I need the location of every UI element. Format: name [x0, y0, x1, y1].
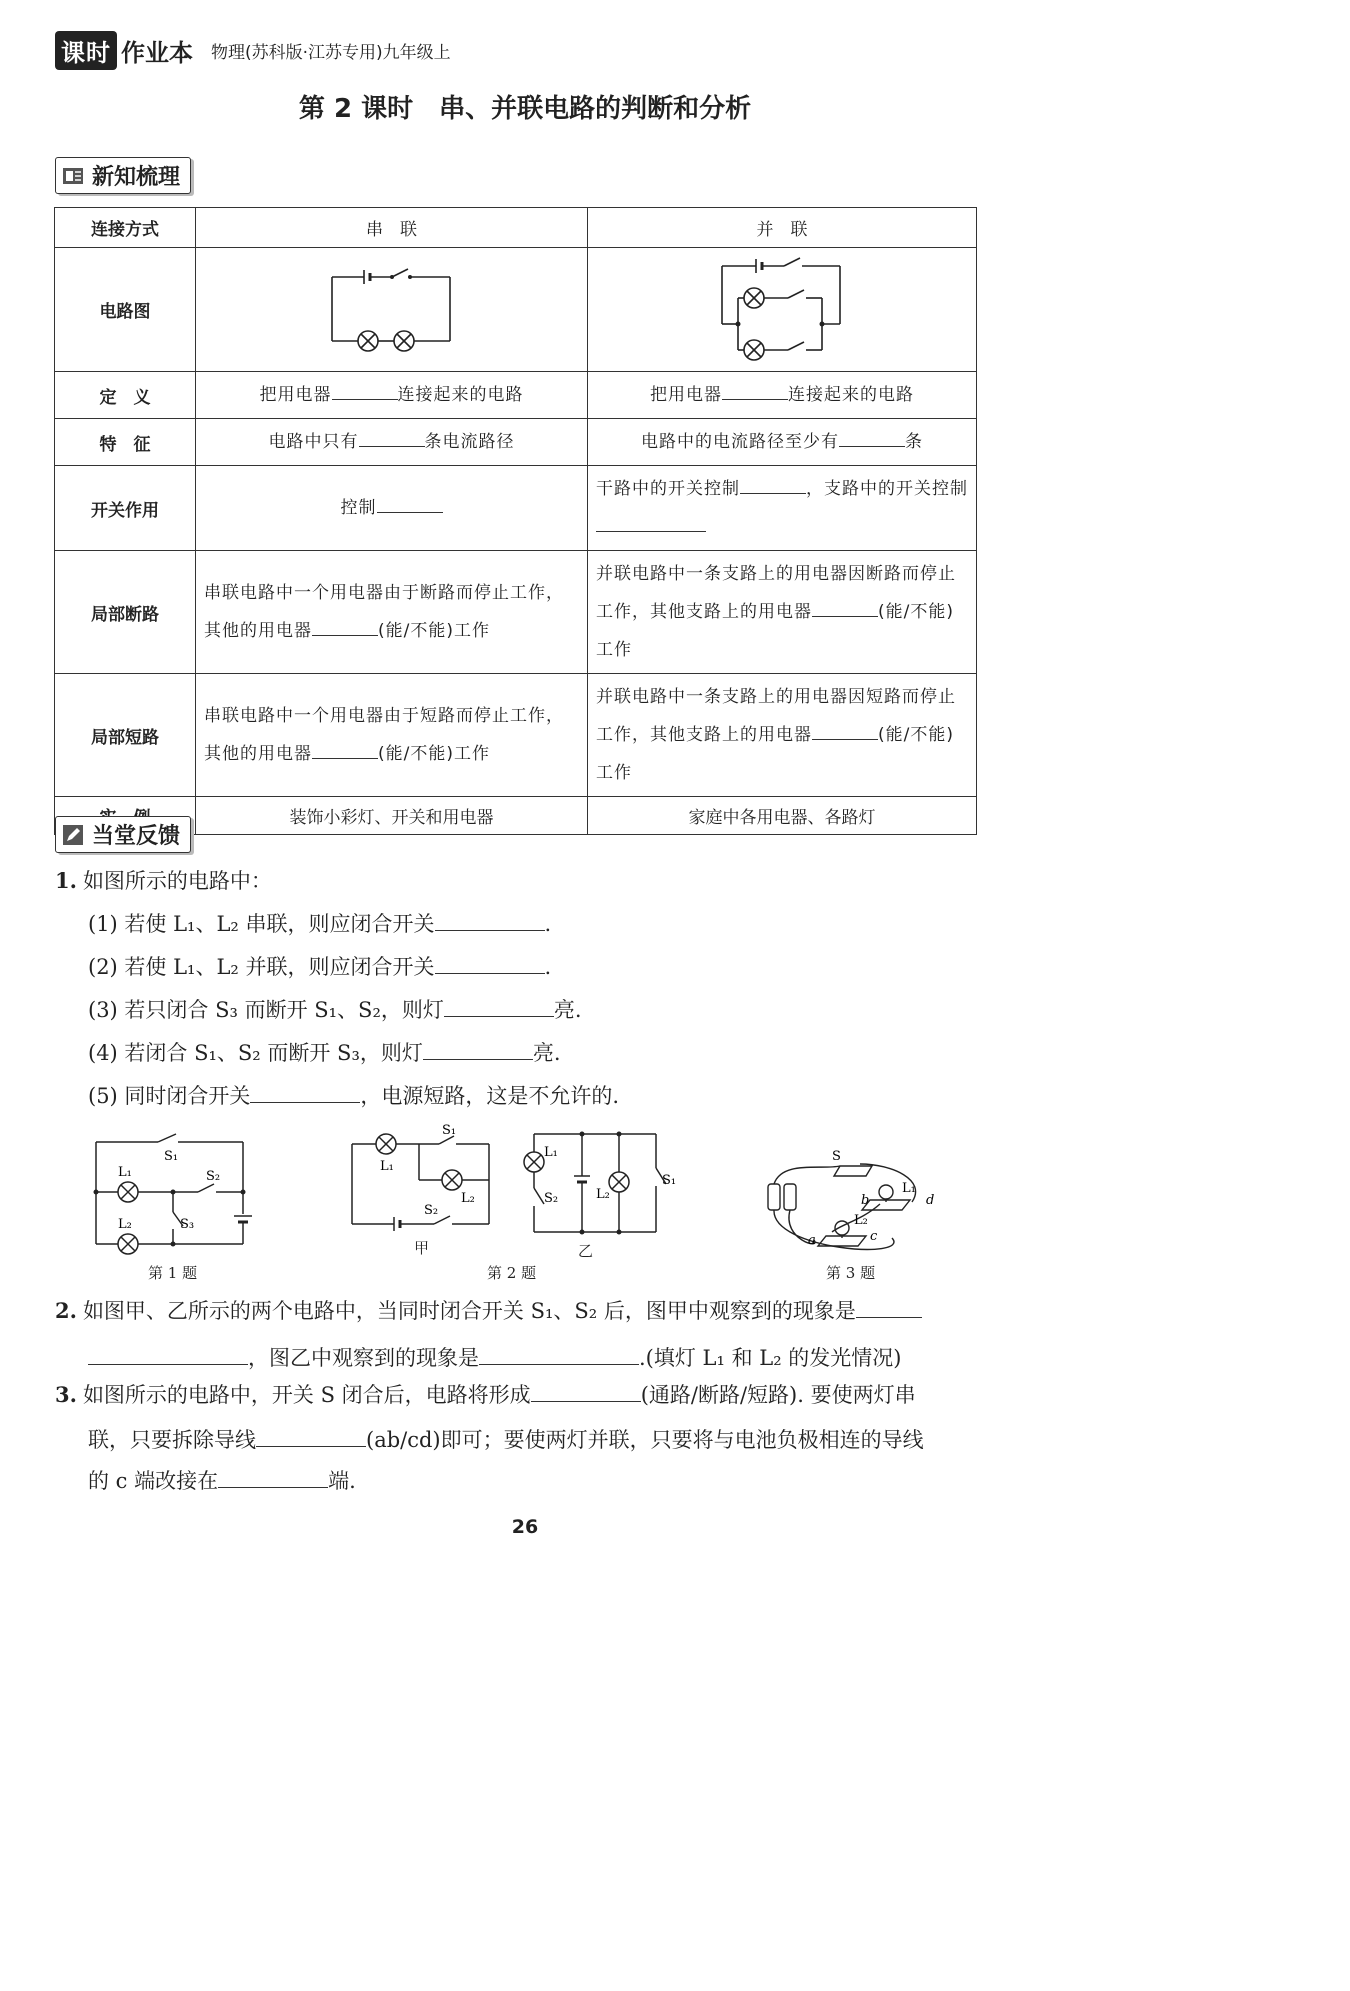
label-S1: S₁ [442, 1123, 457, 1138]
parallel-switch-role [588, 466, 977, 551]
question-1-stem [55, 860, 272, 902]
question-1-item-1 [88, 908, 551, 938]
answer-blank[interactable] [359, 428, 425, 447]
answer-blank[interactable] [740, 475, 806, 494]
text: 把用电器 [650, 385, 722, 405]
text: 电路中只有 [268, 432, 359, 452]
label-S2: S₂ [206, 1169, 221, 1184]
answer-blank[interactable] [444, 998, 554, 1017]
series-circuit-svg [322, 257, 462, 357]
question-number: 2. [55, 1298, 77, 1323]
lesson-title: 第 2 课时 串、并联电路的判断和分析 [298, 94, 752, 124]
text: 如图所示的电路中： [82, 869, 272, 893]
text: (能/不能)工作 [378, 621, 490, 641]
pencil-icon [62, 824, 84, 846]
label-a: a [808, 1233, 816, 1248]
text: 条电流路径 [424, 432, 515, 452]
text: .(填灯 L₁ 和 L₂ 的发光情况) [639, 1346, 902, 1370]
text: 干路中的开关控制 [596, 479, 740, 499]
row-label-open-circuit: 局部断路 [55, 551, 196, 674]
text: 串联电路中一个用电器由于短路而停止工作，其他的用电器 [204, 706, 564, 764]
text: ，支路中的开关控制 [806, 479, 968, 499]
section-tag-new-knowledge [55, 157, 191, 194]
parallel-feature [588, 419, 977, 466]
section-tag-feedback [55, 816, 191, 853]
answer-blank[interactable] [332, 381, 398, 400]
book-icon [62, 165, 84, 187]
page-number: 26 [511, 1516, 539, 1538]
label-c: c [870, 1229, 878, 1244]
text: 如图甲、乙所示的两个电路中，当同时闭合开关 S₁、S₂ 后，图甲中观察到的现象是 [82, 1299, 856, 1323]
answer-blank[interactable] [479, 1346, 639, 1365]
text: 条 [905, 432, 923, 452]
answer-blank[interactable] [312, 617, 378, 636]
question-2-line-2 [88, 1342, 902, 1372]
text: 亮. [532, 1041, 561, 1065]
question-3-line-2 [88, 1424, 924, 1454]
figure-3-physical-circuit [762, 1140, 942, 1258]
text: ，图乙中观察到的现象是 [248, 1346, 479, 1370]
parallel-short-circuit [588, 674, 977, 797]
text: 控制 [340, 498, 377, 518]
row-label-diagram: 电路图 [55, 248, 196, 372]
answer-blank[interactable] [423, 1041, 533, 1060]
answer-blank[interactable] [218, 1469, 328, 1488]
text: 联，只要拆除导线 [88, 1428, 256, 1452]
question-number: 3. [55, 1382, 77, 1407]
answer-blank[interactable] [256, 1428, 366, 1447]
text: 连接起来的电路 [788, 385, 914, 405]
comparison-table [54, 207, 977, 835]
answer-blank[interactable] [88, 1346, 248, 1365]
text: 把用电器 [259, 385, 332, 405]
label-S1: S₁ [164, 1149, 179, 1164]
text: 并联电路中一条支路上的用电器因断路而停止工作，其他支路上的用电器 [596, 564, 956, 622]
series-feature [196, 419, 588, 466]
answer-blank[interactable] [312, 740, 378, 759]
label-S1: S₁ [662, 1173, 677, 1188]
text: 电路中的电流路径至少有 [641, 432, 839, 452]
parallel-circuit-diagram [588, 248, 977, 372]
label-L1: L₁ [118, 1165, 132, 1180]
question-3-line-3 [88, 1465, 356, 1495]
section-tag-label: 新知梳理 [92, 165, 181, 190]
parallel-example: 家庭中各用电器、各路灯 [588, 797, 977, 835]
section-tag-label: 当堂反馈 [92, 824, 181, 849]
question-number: 1. [55, 868, 77, 893]
row-label-short-circuit: 局部短路 [55, 674, 196, 797]
text: 的 c 端改接在 [88, 1469, 219, 1493]
label-S2: S₂ [424, 1203, 439, 1218]
label-L2: L₂ [854, 1213, 868, 1228]
text: (能/不能)工作 [378, 744, 490, 764]
answer-blank[interactable] [856, 1299, 922, 1318]
question-2-line-1 [55, 1290, 922, 1332]
table-header-series: 串 联 [196, 208, 588, 248]
label-S2: S₂ [544, 1191, 559, 1206]
row-label-definition: 定 义 [55, 372, 196, 419]
text: 连接起来的电路 [397, 385, 524, 405]
figure-1-caption: 第 1 题 [148, 1264, 198, 1282]
answer-blank[interactable] [531, 1383, 641, 1402]
series-example: 装饰小彩灯、开关和用电器 [196, 797, 588, 835]
figure-1-circuit [88, 1132, 258, 1257]
text: ，电源短路，这是不允许的. [360, 1084, 620, 1108]
label-L1: L₁ [902, 1181, 916, 1196]
label-L1: L₁ [380, 1159, 394, 1174]
brand-logo: 课时 [55, 31, 117, 70]
text: (3) 若只闭合 S₃ 而断开 S₁、S₂，则灯 [88, 998, 444, 1022]
text: 亮. [553, 998, 582, 1022]
figure-3-caption: 第 3 题 [826, 1264, 876, 1282]
parallel-open-circuit [588, 551, 977, 674]
page-header [55, 30, 451, 70]
parallel-definition [588, 372, 977, 419]
label-S: S [832, 1149, 841, 1164]
question-1-item-5 [88, 1080, 619, 1110]
figure-2-circuit-yi [516, 1128, 677, 1240]
answer-blank[interactable] [812, 598, 878, 617]
text: (1) 若使 L₁、L₂ 串联，则应闭合开关 [88, 912, 435, 936]
row-label-feature: 特 征 [55, 419, 196, 466]
figure-2-label-yi: 乙 [578, 1242, 594, 1260]
answer-blank[interactable] [250, 1084, 360, 1103]
answer-blank[interactable] [596, 513, 706, 532]
label-S3: S₃ [180, 1217, 195, 1232]
label-L2: L₂ [461, 1191, 475, 1206]
label-L1: L₁ [544, 1145, 558, 1160]
brand-title: 作业本 [121, 38, 193, 67]
question-3-line-1 [55, 1374, 916, 1416]
answer-blank[interactable] [435, 955, 545, 974]
label-L2: L₂ [596, 1187, 610, 1202]
label-L2: L₂ [118, 1217, 132, 1232]
series-circuit-diagram [196, 248, 588, 372]
text: 并联电路中一条支路上的用电器因短路而停止工作，其他支路上的用电器 [596, 687, 956, 745]
answer-blank[interactable] [435, 912, 545, 931]
figure-2-circuit-jia [344, 1122, 494, 1234]
text: (5) 同时闭合开关 [88, 1084, 251, 1108]
text: (能/不能)工作 [596, 725, 954, 783]
text: (能/不能)工作 [596, 602, 954, 660]
question-1-item-4 [88, 1037, 561, 1067]
text: (通路/断路/短路). 要使两灯串 [640, 1383, 916, 1407]
series-definition [196, 372, 588, 419]
answer-blank[interactable] [377, 494, 443, 513]
series-open-circuit [196, 551, 588, 674]
text: (2) 若使 L₁、L₂ 并联，则应闭合开关 [88, 955, 435, 979]
label-d: d [926, 1193, 935, 1208]
text: 串联电路中一个用电器由于断路而停止工作，其他的用电器 [204, 583, 564, 641]
answer-blank[interactable] [722, 381, 788, 400]
question-1-item-2 [88, 951, 551, 981]
answer-blank[interactable] [839, 428, 905, 447]
question-1-item-3 [88, 994, 582, 1024]
label-b: b [861, 1193, 870, 1208]
table-header-label: 连接方式 [55, 208, 196, 248]
text: . [544, 912, 552, 936]
parallel-circuit-svg [712, 254, 852, 360]
subject-label: 物理(苏科版·江苏专用)九年级上 [211, 42, 451, 63]
series-switch-role [196, 466, 588, 551]
answer-blank[interactable] [812, 721, 878, 740]
series-short-circuit [196, 674, 588, 797]
text: (ab/cd)即可；要使两灯并联，只要将与电池负极相连的导线 [366, 1428, 924, 1452]
text: (4) 若闭合 S₁、S₂ 而断开 S₃，则灯 [88, 1041, 423, 1065]
text: 如图所示的电路中，开关 S 闭合后，电路将形成 [82, 1383, 531, 1407]
text: . [544, 955, 552, 979]
figure-2-label-jia: 甲 [414, 1239, 430, 1257]
table-header-parallel: 并 联 [588, 208, 977, 248]
row-label-switch-role: 开关作用 [55, 466, 196, 551]
text: 端. [328, 1469, 356, 1493]
figure-2-caption: 第 2 题 [487, 1264, 537, 1282]
